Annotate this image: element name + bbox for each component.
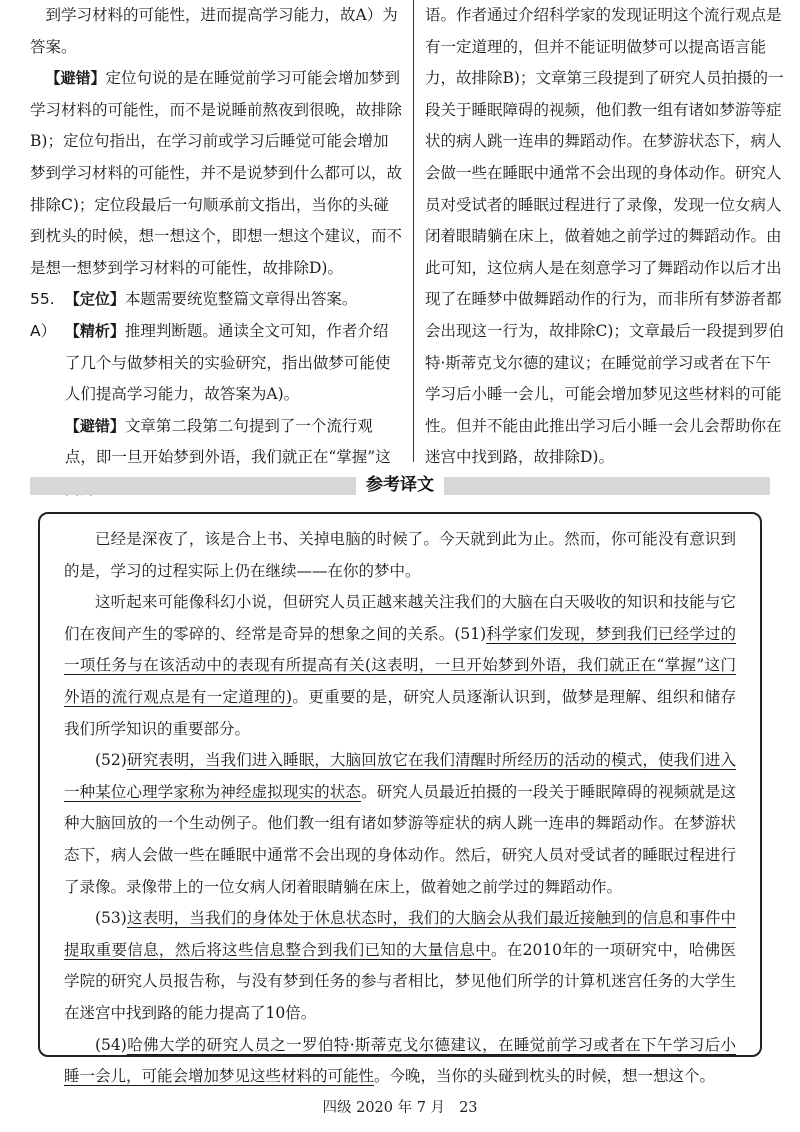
page-number: 23 — [459, 1100, 478, 1116]
underlined-answer-53: 这表明，当我们的身体处于休息状态时，我们的大脑会从我们最近接触到的信息和事件中提取重要信息，然后将这些信息整合到我们已知的大量信息中 — [64, 909, 736, 959]
translation-box — [38, 512, 762, 1086]
paragraph-text: 。今晚，当你的头碰到枕头的时候，想一想这个。 — [374, 1067, 716, 1086]
q55-locate-paragraph — [30, 284, 402, 316]
translation-paragraph-4 — [64, 903, 736, 1029]
avoid-error-tag: 【避错】 — [64, 416, 125, 435]
locate-text: 本题需要统览整篇文章得出答案。 — [124, 290, 358, 309]
paragraph-text: (54) — [95, 1035, 127, 1054]
paragraph-text: 。在2010年的一项研究中，哈佛医学院的研究人员报告称，与没有梦到任务的参与者相比，梦见他们所学的计算机迷宫任务的大学生在迷宫中找到路的能力提高了10倍。 — [64, 940, 736, 1022]
column-divider — [413, 0, 414, 462]
left-answer-column — [30, 0, 402, 506]
answer-paragraph: 到学习材料的可能性，进而提高学习能力，故A）为答案。 — [30, 6, 398, 56]
question-number: 55. — [30, 290, 55, 309]
paragraph-text: 这听起来可能像科幻小说，但研究人员正越来越关注我们的大脑在白天吸收的知识和技能与它们在夜间产生的零碎的、经常是奇异的想象之间的关系。(51) — [64, 593, 736, 643]
exam-label: 四级 2020 年 7 月 — [322, 1100, 446, 1116]
translation-paragraph-5 — [64, 1030, 736, 1093]
analysis-text: 推理判断题。通读全文可知，作者介绍了几个与做梦相关的实验研究，指出做梦可能使人们提高学习能力，故答案为A)。 — [64, 321, 391, 404]
section-title: 参考译文 — [356, 472, 444, 498]
translation-paragraph-3 — [64, 745, 736, 903]
underlined-answer-54: 哈佛大学的研究人员之一罗伯特·斯蒂克戈尔德建议，在睡觉前学习或者在下午学习后小睡一会儿，可能会增加梦见这些材料的可能性 — [64, 1035, 736, 1086]
page-footer — [0, 1098, 800, 1118]
right-answer-column — [425, 0, 785, 474]
q55-analysis-paragraph — [30, 316, 402, 411]
avoid-error-text: 定位句说的是在睡觉前学习可能会增加梦到学习材料的可能性，而不是说睡前熬夜到很晚，故排除B)；定位句指出，在学习前或学习后睡觉可能会增加梦到学习材料的可能性，并不是说梦到什么都可以，故排除C)；定位段最后一句顺承前文指出，当你的头碰到枕头的时候，想一想这个，即想一想这个建议，而不是想一想梦到学习材料的可能性，故排除D)。 — [30, 69, 403, 277]
analysis-tag: 【精析】 — [64, 321, 125, 340]
locate-tag: 【定位】 — [64, 290, 125, 309]
paragraph-text: (53) — [95, 909, 127, 928]
avoid-error-paragraph — [30, 63, 402, 284]
avoid-error-text: 文章第二段第二句提到了一个流行观点，即一旦开始梦到外语，我们就正在“掌握”这 — [64, 416, 391, 467]
right-column-text: 语。作者通过介绍科学家的发现证明这个流行观点是有一定道理的，但并不能证明做梦可以提高语言能力，故排除B)；文章第三段提到了研究人员拍摄的一段关于睡眠障碍的视频，他们教一组有诸如梦游等症状的病人跳一连串的舞蹈动作。在梦游状态下，病人会做一些在睡眠中通常不会出现的身体动作。研究人员对受试者的睡眠过程进行了录像，发现一位女病人闭着眼睛躺在床上，做着她之前学过的舞蹈动作。由此可知，这位病人是在刻意学习了舞蹈动作以后才出现了在睡梦中做舞蹈动作的行为，而非所有梦游者都会出现这一行为，故排除C)；文章最后一段提到罗伯特·斯蒂克戈尔德的建议；在睡觉前学习或者在下午学习后小睡一会儿，可能会增加梦见这些材料的可能性。但并不能由此推出学习后小睡一会儿会帮助你在迷宫中找到路，故排除D)。 — [425, 6, 784, 467]
underlined-answer-51: 科学家们发现，梦到我们已经学过的一项任务与在该活动中的表现有所提高有关(这表明，一旦开始梦到外语，我们就正在“掌握”这门外语的流行观点是有一定道理的) — [64, 624, 736, 706]
paragraph-text: 。更重要的是，研究人员逐渐认识到，做梦是理解、组织和储存我们所学知识的重要部分。 — [64, 687, 736, 738]
underlined-answer-52: 研究表明，当我们进入睡眠，大脑回放它在我们清醒时所经历的活动的模式，使我们进入一种某位心理学家称为神经虚拟现实的状态 — [64, 751, 736, 801]
translation-paragraph-1: 已经是深夜了，该是合上书、关掉电脑的时候了。今天就到此为止。然而，你可能没有意识到的是，学习的过程实际上仍在继续——在你的梦中。 — [64, 530, 736, 580]
paragraph-text: (52) — [95, 751, 127, 770]
paragraph-text: 。研究人员最近拍摄的一段关于睡眠障碍的视频就是这种大脑回放的一个生动例子。他们教一组有诸如梦游等症状的病人跳一连串的舞蹈动作。在梦游状态下，病人会做一些在睡眠中通常不会出现的身体动作。然后，研究人员对受试者的睡眠过程进行了录像。录像带上的一位女病人闭着眼睛躺在床上，做着她之前学过的舞蹈动作。 — [64, 782, 736, 896]
avoid-error-tag: 【避错】 — [45, 69, 106, 88]
translation-paragraph-2 — [64, 587, 736, 745]
answer-letter: A） — [30, 321, 57, 340]
